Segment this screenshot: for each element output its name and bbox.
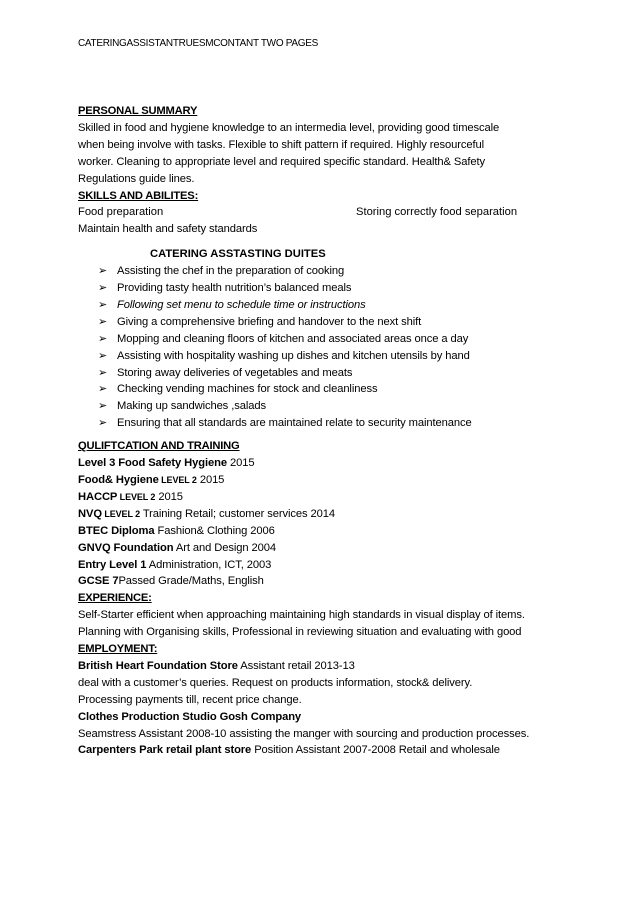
experience-heading: EXPERIENCE: <box>78 592 152 605</box>
arrow-bullet-icon: ➢ <box>98 400 108 413</box>
skills-row <box>78 204 623 221</box>
employment-entry: British Heart Foundation Store Assistant retail 2013-13 <box>78 659 355 672</box>
employment-line: deal with a customer’s queries. Request on products information, stock& delivery. <box>78 676 473 689</box>
list-item: ➢ Assisting with hospitality washing up dishes and kitchen utensils by hand <box>98 348 623 365</box>
list-item: ➢ Following set menu to schedule time or instructions <box>98 297 623 314</box>
arrow-bullet-icon: ➢ <box>98 299 108 312</box>
list-item: ➢ Giving a comprehensive briefing and handover to the next shift <box>98 314 623 331</box>
employment-entry: Carpenters Park retail plant store Position Assistant 2007-2008 Retail and wholesale <box>78 744 500 757</box>
qualification-item: NVQ LEVEL 2 Training Retail; customer services 2014 <box>78 507 335 520</box>
duties-title: CATERING ASSTASTING DUITES <box>150 248 326 261</box>
employment-line: Seamstress Assistant 2008-10 assisting the manger with sourcing and production processes. <box>78 727 530 740</box>
qualification-item: Food& Hygiene LEVEL 2 2015 <box>78 473 225 486</box>
list-item: ➢ Mopping and cleaning floors of kitchen and associated areas once a day <box>98 331 623 348</box>
employment-heading: EMPLOYMENT: <box>78 643 158 656</box>
arrow-bullet-icon: ➢ <box>98 282 108 295</box>
qualification-item: Level 3 Food Safety Hygiene 2015 <box>78 457 255 470</box>
summary-line: when being involve with tasks. Flexible to shift pattern if required. Highly resourceful <box>78 138 484 151</box>
arrow-bullet-icon: ➢ <box>98 332 108 345</box>
summary-line: worker. Cleaning to appropriate level and required specific standard. Health& Safety <box>78 155 486 168</box>
skill-item: Storing correctly food separation <box>356 206 518 219</box>
qualification-item: Entry Level 1 Administration, ICT, 2003 <box>78 558 272 571</box>
employment-entry: Clothes Production Studio Gosh Company <box>78 710 302 723</box>
arrow-bullet-icon: ➢ <box>98 349 108 362</box>
resume-body <box>78 103 623 759</box>
employment-line: Processing payments till, recent price change. <box>78 693 302 706</box>
skill-item: Maintain health and safety standards <box>78 223 258 236</box>
arrow-bullet-icon: ➢ <box>98 265 108 278</box>
arrow-bullet-icon: ➢ <box>98 383 108 396</box>
list-item: ➢ Ensuring that all standards are maintained relate to security maintenance <box>98 415 623 432</box>
qualifications-heading: QULIFTCATION AND TRAINING <box>78 440 240 453</box>
skill-item: Food preparation <box>78 206 164 219</box>
qualification-item: GCSE 7Passed Grade/Maths, English <box>78 575 264 588</box>
list-item: ➢ Making up sandwiches ,salads <box>98 398 623 415</box>
list-item: ➢ Assisting the chef in the preparation of cooking <box>98 263 623 280</box>
arrow-bullet-icon: ➢ <box>98 366 108 379</box>
page-header: CATERINGASSISTANTRUESMCONTANT TWO PAGES <box>78 38 318 49</box>
list-item: ➢ Storing away deliveries of vegetables and meats <box>98 365 623 382</box>
qualification-item: BTEC Diploma Fashion& Clothing 2006 <box>78 524 275 537</box>
personal-summary-heading: PERSONAL SUMMARY <box>78 105 198 117</box>
experience-line: Planning with Organising skills, Professional in reviewing situation and evaluating with good <box>78 626 522 639</box>
arrow-bullet-icon: ➢ <box>98 417 108 430</box>
summary-line: Skilled in food and hygiene knowledge to an intermedia level, providing good timescale <box>78 121 500 134</box>
skills-heading: SKILLS AND ABILITES: <box>78 189 199 202</box>
experience-line: Self-Starter efficient when approaching maintaining high standards in visual display of items. <box>78 609 525 622</box>
duties-list <box>78 263 623 432</box>
arrow-bullet-icon: ➢ <box>98 315 108 328</box>
list-item: ➢ Providing tasty health nutrition’s balanced meals <box>98 280 623 297</box>
qualification-item: HACCP LEVEL 2 2015 <box>78 490 183 503</box>
qualification-item: GNVQ Foundation Art and Design 2004 <box>78 541 276 554</box>
list-item: ➢ Checking vending machines for stock and cleanliness <box>98 381 623 398</box>
summary-line: Regulations guide lines. <box>78 172 195 185</box>
